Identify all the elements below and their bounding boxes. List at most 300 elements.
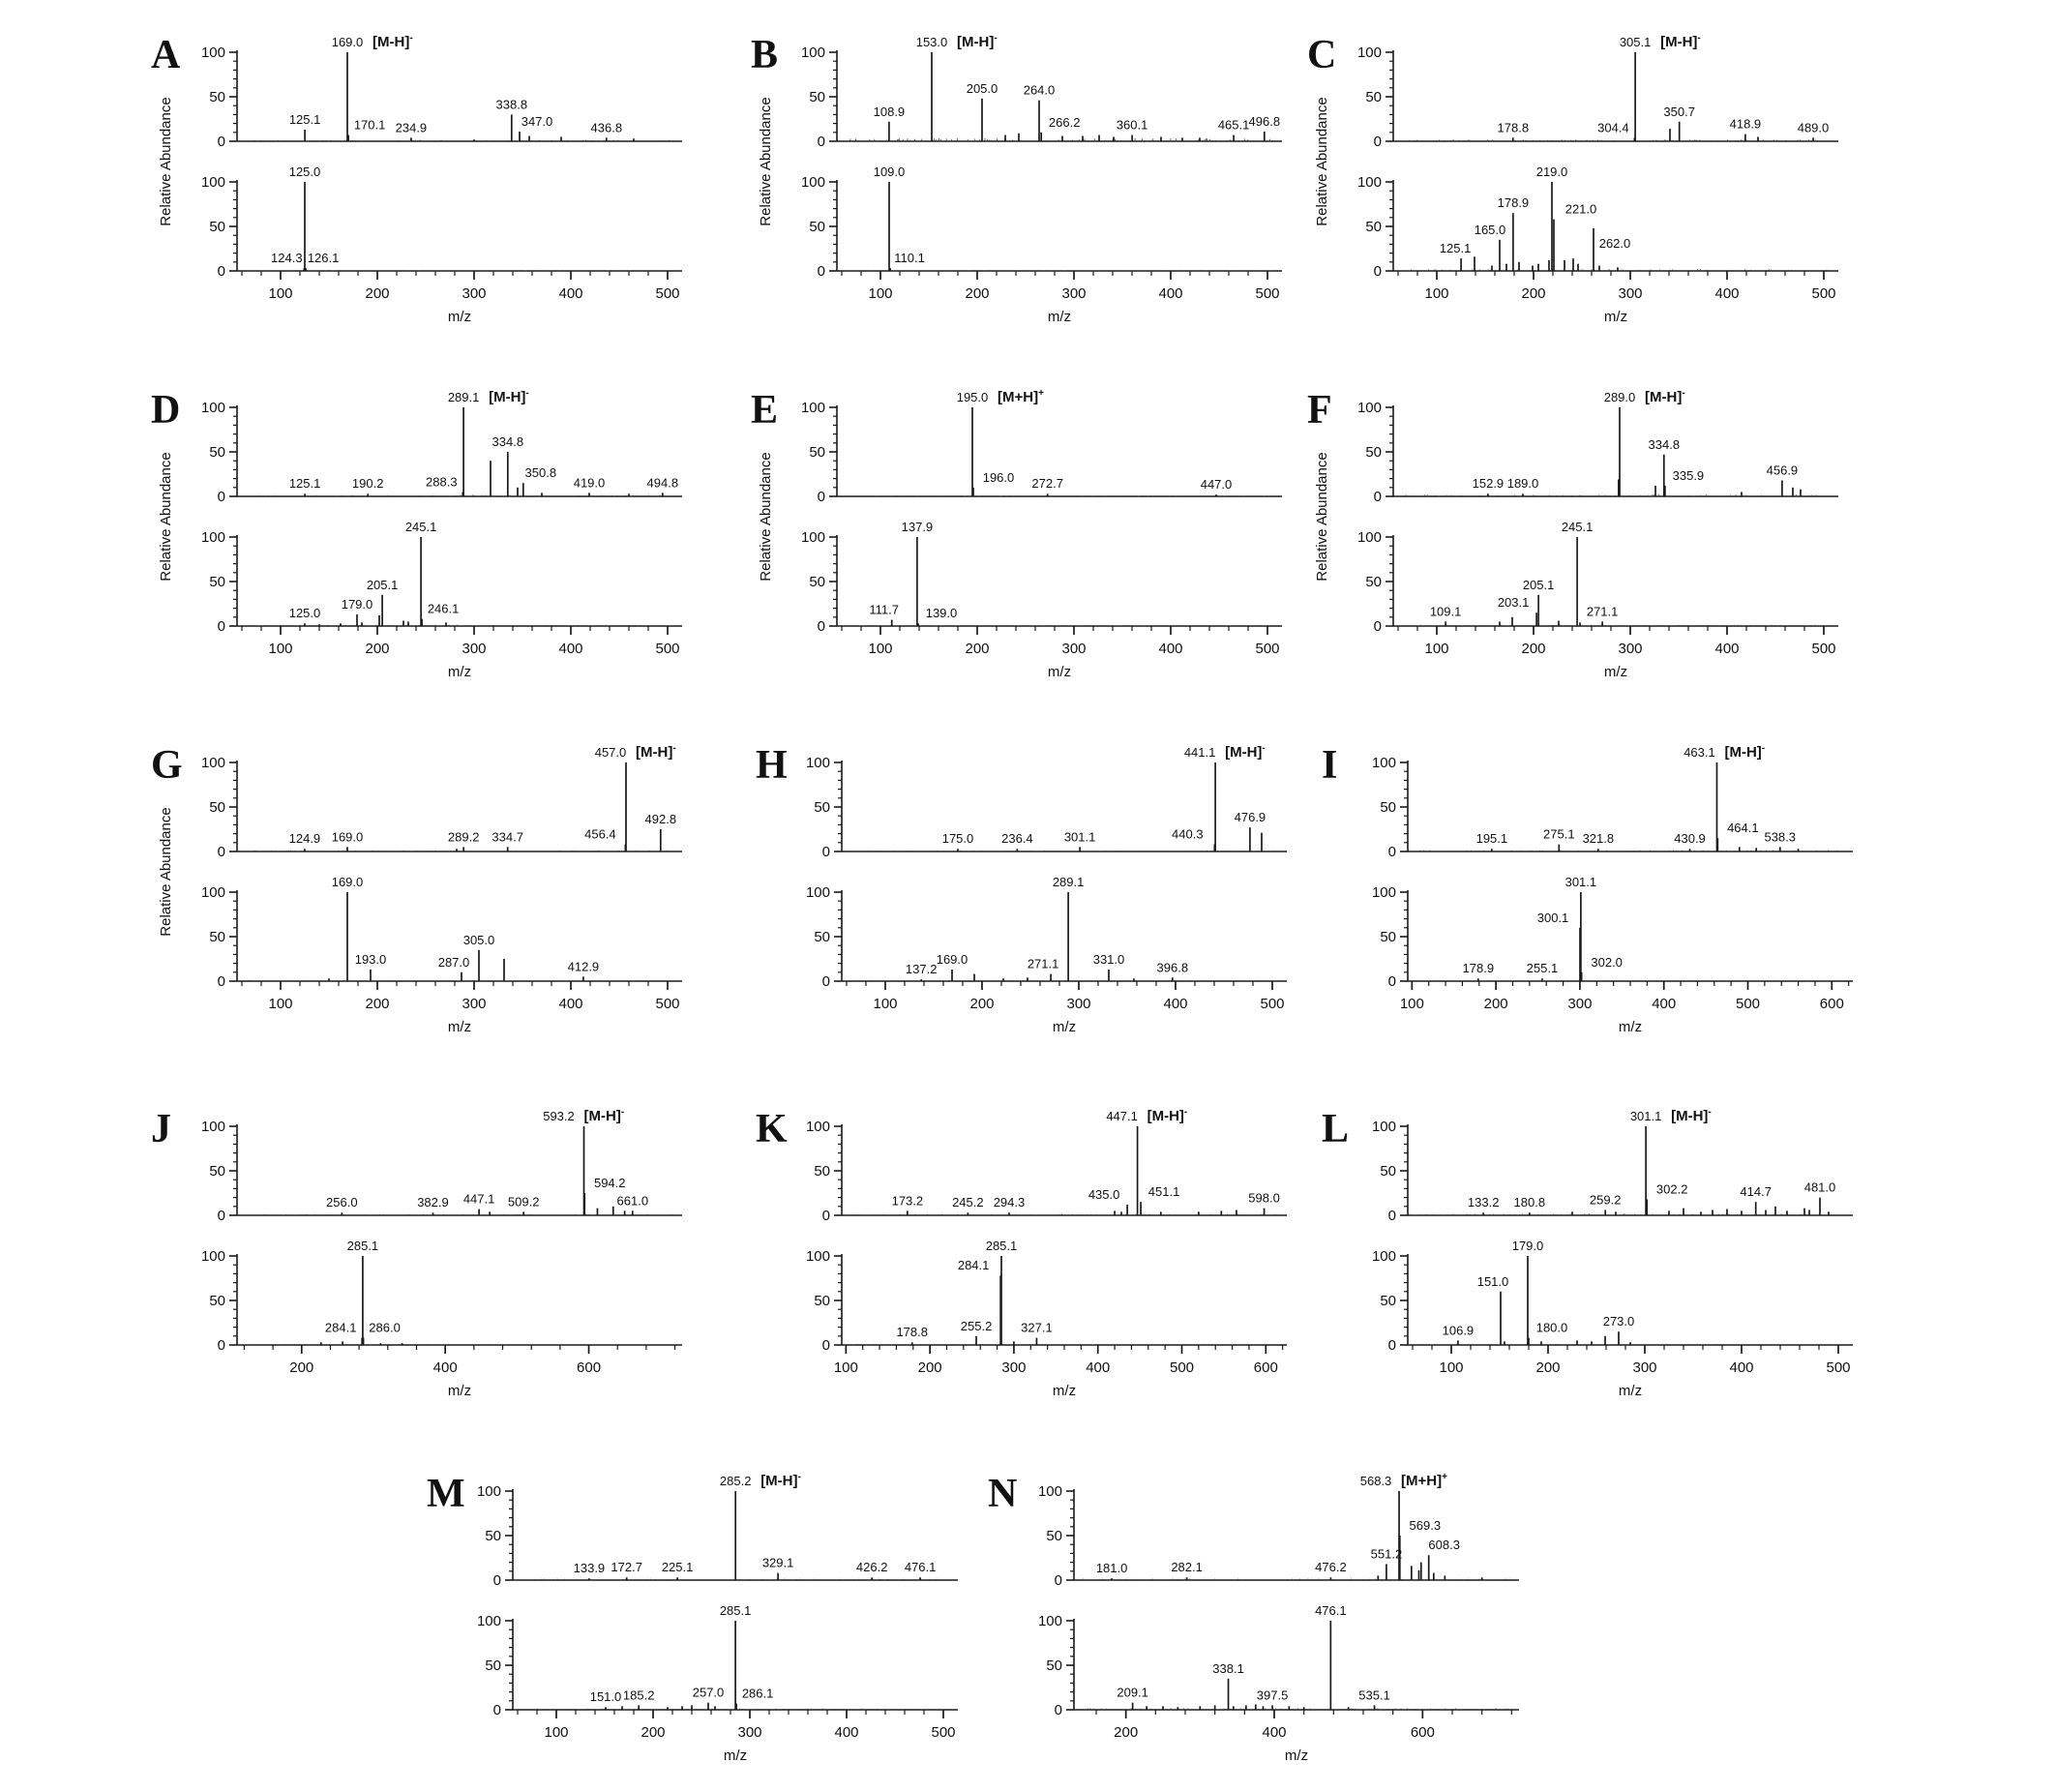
svg-text:137.9: 137.9	[901, 520, 934, 534]
spectrum-top	[1357, 388, 1838, 505]
svg-text:50: 50	[1046, 1658, 1062, 1674]
svg-text:193.0: 193.0	[354, 952, 387, 968]
svg-text:489.0: 489.0	[1797, 120, 1830, 135]
adduct-label: [M-H]-	[372, 33, 413, 50]
x-axis	[242, 271, 680, 325]
svg-text:0: 0	[821, 844, 830, 860]
spectrum-top	[1038, 1472, 1519, 1589]
svg-text:200: 200	[917, 1359, 942, 1376]
svg-text:494.8: 494.8	[646, 475, 679, 491]
svg-text:100: 100	[800, 529, 825, 546]
svg-text:0: 0	[1373, 489, 1382, 505]
panel-H	[750, 728, 1311, 1071]
panel-letter-K: K	[756, 1107, 788, 1151]
svg-text:396.8: 396.8	[1156, 960, 1189, 975]
svg-text:400: 400	[834, 1724, 859, 1741]
svg-text:301.1: 301.1	[1063, 829, 1096, 845]
svg-text:108.9: 108.9	[873, 104, 906, 119]
svg-text:50: 50	[1365, 219, 1382, 235]
x-axis-label: m/z	[1603, 664, 1628, 680]
svg-text:400: 400	[558, 641, 583, 657]
y-axis-label: Relative Abundance	[758, 452, 774, 582]
svg-text:334.8: 334.8	[492, 434, 524, 449]
svg-text:305.1: 305.1	[1619, 35, 1652, 49]
svg-text:200: 200	[1114, 1724, 1139, 1741]
svg-text:288.3: 288.3	[426, 474, 458, 490]
svg-text:170.1: 170.1	[353, 117, 386, 133]
svg-text:286.0: 286.0	[369, 1320, 401, 1335]
svg-text:302.2: 302.2	[1655, 1181, 1688, 1197]
svg-text:300: 300	[1001, 1359, 1027, 1376]
svg-text:400: 400	[1086, 1359, 1111, 1376]
svg-text:500: 500	[1255, 641, 1280, 657]
svg-text:300: 300	[1066, 996, 1091, 1012]
x-axis-label: m/z	[1052, 1019, 1077, 1035]
svg-text:125.0: 125.0	[288, 606, 321, 621]
svg-text:100: 100	[200, 174, 225, 191]
svg-text:50: 50	[209, 444, 225, 461]
svg-text:418.9: 418.9	[1729, 116, 1762, 132]
svg-text:100: 100	[200, 884, 225, 901]
svg-text:0: 0	[1387, 973, 1396, 990]
svg-text:661.0: 661.0	[616, 1193, 649, 1209]
svg-text:100: 100	[200, 45, 225, 61]
svg-text:300.1: 300.1	[1536, 910, 1569, 925]
y-axis-label: Relative Abundance	[758, 97, 774, 226]
panel-H-chart	[750, 728, 1311, 1066]
panel-K-chart	[750, 1091, 1311, 1430]
panel-letter-F: F	[1307, 388, 1332, 433]
svg-text:302.0: 302.0	[1591, 954, 1623, 970]
svg-text:464.1: 464.1	[1727, 821, 1759, 836]
svg-text:111.7: 111.7	[869, 602, 900, 617]
svg-text:300: 300	[462, 641, 487, 657]
svg-text:568.3: 568.3	[1359, 1474, 1392, 1488]
svg-text:426.2: 426.2	[855, 1560, 888, 1575]
svg-text:264.0: 264.0	[1023, 82, 1056, 98]
svg-text:124.3: 124.3	[271, 251, 303, 266]
svg-text:100: 100	[1356, 45, 1382, 61]
svg-text:50: 50	[485, 1658, 501, 1674]
svg-text:173.2: 173.2	[891, 1193, 924, 1209]
svg-text:289.2: 289.2	[447, 829, 480, 845]
svg-text:100: 100	[476, 1613, 501, 1629]
svg-text:272.7: 272.7	[1031, 476, 1063, 492]
svg-text:300: 300	[1567, 996, 1593, 1012]
spectrum-bottom	[201, 164, 682, 280]
panel-C-chart	[1301, 17, 1862, 356]
svg-text:50: 50	[814, 929, 830, 945]
svg-text:500: 500	[655, 996, 680, 1012]
svg-text:300: 300	[462, 285, 487, 302]
spectrum-top	[806, 743, 1287, 860]
svg-text:338.1: 338.1	[1212, 1660, 1244, 1676]
svg-text:179.0: 179.0	[1511, 1239, 1544, 1253]
svg-text:100: 100	[1371, 1248, 1396, 1265]
adduct-label: [M-H]-	[1660, 33, 1701, 50]
svg-text:0: 0	[817, 263, 825, 280]
panel-L	[1316, 1091, 1877, 1435]
svg-text:50: 50	[1380, 799, 1396, 816]
svg-text:301.1: 301.1	[1564, 875, 1597, 889]
x-axis-label: m/z	[1047, 664, 1072, 680]
svg-text:255.1: 255.1	[1526, 961, 1559, 976]
panel-A	[145, 17, 706, 361]
svg-text:0: 0	[821, 1208, 830, 1224]
svg-text:0: 0	[817, 489, 825, 505]
svg-text:400: 400	[1714, 285, 1740, 302]
svg-text:300: 300	[1632, 1359, 1657, 1376]
svg-text:500: 500	[1255, 285, 1280, 302]
svg-text:50: 50	[814, 1163, 830, 1180]
adduct-label: [M-H]-	[636, 743, 676, 761]
svg-text:465.1: 465.1	[1217, 117, 1250, 133]
svg-text:153.0: 153.0	[915, 35, 948, 49]
svg-text:496.8: 496.8	[1248, 113, 1281, 129]
svg-text:400: 400	[558, 285, 583, 302]
svg-text:100: 100	[1371, 1119, 1396, 1135]
svg-text:285.1: 285.1	[719, 1603, 752, 1618]
svg-text:50: 50	[209, 1163, 225, 1180]
svg-text:200: 200	[641, 1724, 666, 1741]
svg-text:0: 0	[1373, 134, 1382, 150]
svg-text:0: 0	[1373, 618, 1382, 635]
svg-text:500: 500	[655, 285, 680, 302]
svg-text:110.1: 110.1	[894, 251, 925, 266]
panel-M-chart	[421, 1456, 982, 1792]
x-axis	[834, 1345, 1283, 1399]
x-axis	[244, 1345, 674, 1399]
svg-text:169.0: 169.0	[936, 952, 968, 968]
svg-text:100: 100	[1356, 400, 1382, 416]
svg-text:195.0: 195.0	[956, 390, 989, 404]
svg-text:451.1: 451.1	[1147, 1184, 1180, 1200]
panel-C	[1301, 17, 1862, 361]
svg-text:287.0: 287.0	[437, 954, 470, 970]
svg-text:172.7: 172.7	[611, 1560, 642, 1575]
svg-text:463.1: 463.1	[1684, 745, 1715, 760]
svg-text:50: 50	[1380, 929, 1396, 945]
svg-text:255.2: 255.2	[960, 1318, 993, 1333]
panel-F-chart	[1301, 373, 1862, 711]
svg-text:0: 0	[217, 489, 225, 505]
spectrum-bottom	[1357, 520, 1838, 635]
svg-text:335.9: 335.9	[1672, 467, 1705, 483]
svg-text:338.8: 338.8	[495, 97, 528, 112]
svg-text:400: 400	[1158, 641, 1183, 657]
svg-text:440.3: 440.3	[1172, 826, 1204, 842]
svg-text:300: 300	[462, 996, 487, 1012]
y-axis-label: Relative Abundance	[158, 452, 174, 582]
spectrum-top	[201, 33, 682, 150]
spectrum-top	[201, 743, 682, 860]
x-axis	[242, 626, 680, 680]
svg-text:126.1: 126.1	[307, 251, 340, 266]
svg-text:285.1: 285.1	[346, 1239, 379, 1253]
svg-text:245.1: 245.1	[1561, 520, 1594, 534]
svg-text:100: 100	[200, 529, 225, 546]
spectrum-bottom	[1357, 164, 1838, 280]
svg-text:100: 100	[805, 1248, 830, 1265]
svg-text:259.2: 259.2	[1589, 1192, 1622, 1208]
spectrum-bottom	[806, 1239, 1287, 1354]
svg-text:152.9: 152.9	[1472, 476, 1505, 492]
svg-text:175.0: 175.0	[941, 831, 974, 847]
svg-text:50: 50	[209, 219, 225, 235]
svg-text:133.2: 133.2	[1467, 1195, 1500, 1210]
panel-letter-M: M	[427, 1472, 465, 1516]
svg-text:347.0: 347.0	[521, 113, 553, 129]
svg-text:593.2: 593.2	[543, 1109, 575, 1123]
svg-text:400: 400	[1714, 641, 1740, 657]
x-axis-label: m/z	[1284, 1747, 1309, 1764]
svg-text:100: 100	[868, 641, 893, 657]
svg-text:600: 600	[1819, 996, 1844, 1012]
svg-text:0: 0	[217, 973, 225, 990]
svg-text:200: 200	[1521, 285, 1546, 302]
svg-text:50: 50	[209, 929, 225, 945]
panel-letter-H: H	[756, 743, 788, 788]
panel-I	[1316, 728, 1877, 1071]
svg-text:151.0: 151.0	[1476, 1273, 1509, 1289]
svg-text:169.0: 169.0	[331, 35, 364, 49]
panel-D	[145, 373, 706, 716]
svg-text:350.8: 350.8	[524, 465, 557, 481]
x-axis	[1398, 271, 1836, 325]
svg-text:0: 0	[821, 1337, 830, 1354]
svg-text:125.1: 125.1	[288, 112, 321, 128]
svg-text:284.1: 284.1	[957, 1258, 990, 1273]
svg-text:275.1: 275.1	[1543, 826, 1575, 842]
svg-text:100: 100	[1356, 529, 1382, 546]
svg-text:200: 200	[365, 996, 390, 1012]
svg-text:203.1: 203.1	[1497, 595, 1530, 611]
svg-text:124.9: 124.9	[288, 831, 321, 847]
adduct-label: [M-H]-	[1645, 388, 1685, 405]
svg-text:304.4: 304.4	[1597, 120, 1629, 135]
panel-N	[982, 1456, 1543, 1792]
svg-text:50: 50	[209, 89, 225, 105]
svg-text:236.4: 236.4	[1001, 831, 1033, 847]
svg-text:400: 400	[558, 996, 583, 1012]
svg-text:0: 0	[217, 263, 225, 280]
panel-I-chart	[1316, 728, 1877, 1066]
svg-text:50: 50	[485, 1528, 501, 1544]
svg-text:594.2: 594.2	[593, 1176, 626, 1190]
svg-text:0: 0	[817, 134, 825, 150]
panel-letter-A: A	[151, 33, 181, 77]
svg-text:305.0: 305.0	[462, 932, 495, 947]
svg-text:535.1: 535.1	[1358, 1687, 1390, 1703]
y-axis-label: Relative Abundance	[158, 807, 174, 937]
svg-text:100: 100	[800, 45, 825, 61]
svg-text:169.0: 169.0	[331, 829, 364, 845]
svg-text:245.2: 245.2	[952, 1195, 984, 1210]
adduct-label: [M-H]-	[1671, 1107, 1712, 1124]
svg-text:500: 500	[1169, 1359, 1195, 1376]
panel-E-chart	[745, 373, 1306, 711]
svg-text:151.0: 151.0	[589, 1689, 622, 1705]
svg-text:139.0: 139.0	[925, 606, 958, 621]
panel-letter-E: E	[751, 388, 779, 433]
svg-text:178.9: 178.9	[1497, 195, 1530, 211]
x-axis-label: m/z	[447, 1383, 472, 1399]
spectrum-bottom	[1372, 875, 1853, 990]
y-axis-label: Relative Abundance	[158, 97, 174, 226]
svg-text:500: 500	[931, 1724, 956, 1741]
svg-text:125.1: 125.1	[288, 476, 321, 492]
svg-text:165.0: 165.0	[1474, 222, 1506, 237]
svg-text:436.8: 436.8	[590, 120, 623, 135]
svg-text:100: 100	[200, 1248, 225, 1265]
svg-text:50: 50	[1380, 1293, 1396, 1309]
svg-text:100: 100	[1371, 884, 1396, 901]
svg-text:0: 0	[1054, 1572, 1062, 1589]
svg-text:50: 50	[1365, 89, 1382, 105]
svg-text:196.0: 196.0	[982, 469, 1015, 485]
svg-text:190.2: 190.2	[351, 476, 384, 492]
x-axis	[847, 981, 1285, 1035]
svg-text:300: 300	[1618, 641, 1643, 657]
svg-text:180.8: 180.8	[1513, 1195, 1546, 1210]
svg-text:400: 400	[1262, 1724, 1287, 1741]
svg-text:100: 100	[805, 1119, 830, 1135]
svg-text:500: 500	[1826, 1359, 1851, 1376]
x-axis	[1096, 1710, 1511, 1764]
svg-text:400: 400	[1652, 996, 1677, 1012]
svg-text:289.1: 289.1	[447, 390, 480, 404]
spectrum-top	[801, 33, 1282, 150]
svg-text:500: 500	[1735, 996, 1761, 1012]
svg-text:350.7: 350.7	[1663, 104, 1695, 119]
svg-text:221.0: 221.0	[1564, 201, 1597, 217]
svg-text:294.3: 294.3	[993, 1195, 1026, 1210]
svg-text:321.8: 321.8	[1582, 831, 1615, 847]
spectrum-top	[806, 1107, 1287, 1224]
svg-text:100: 100	[1399, 996, 1424, 1012]
svg-text:50: 50	[809, 89, 825, 105]
svg-text:500: 500	[1811, 285, 1836, 302]
panel-letter-D: D	[151, 388, 181, 433]
svg-text:334.8: 334.8	[1648, 436, 1681, 452]
svg-text:209.1: 209.1	[1117, 1685, 1148, 1700]
svg-text:219.0: 219.0	[1535, 164, 1568, 179]
svg-text:476.2: 476.2	[1315, 1560, 1347, 1575]
svg-text:109.1: 109.1	[1429, 604, 1462, 619]
panel-G	[145, 728, 706, 1071]
svg-text:100: 100	[1371, 755, 1396, 771]
svg-text:178.8: 178.8	[896, 1325, 929, 1340]
svg-text:0: 0	[217, 1337, 225, 1354]
svg-text:492.8: 492.8	[644, 812, 677, 826]
svg-text:608.3: 608.3	[1428, 1538, 1460, 1553]
svg-text:0: 0	[217, 134, 225, 150]
svg-text:300: 300	[1061, 285, 1087, 302]
svg-text:441.1: 441.1	[1183, 745, 1216, 760]
x-axis-label: m/z	[1047, 309, 1072, 325]
panel-D-chart	[145, 373, 706, 711]
svg-text:125.0: 125.0	[288, 164, 321, 179]
svg-text:100: 100	[1424, 641, 1449, 657]
svg-text:271.1: 271.1	[1586, 604, 1619, 619]
spectrum-bottom	[806, 875, 1287, 990]
x-axis-label: m/z	[447, 309, 472, 325]
svg-text:331.0: 331.0	[1092, 952, 1125, 968]
panel-letter-L: L	[1322, 1107, 1350, 1151]
x-axis-label: m/z	[1618, 1383, 1643, 1399]
svg-text:0: 0	[817, 618, 825, 635]
panel-letter-C: C	[1307, 33, 1337, 77]
spectrum-bottom	[201, 1239, 682, 1354]
svg-text:400: 400	[1163, 996, 1188, 1012]
x-axis	[1398, 626, 1836, 680]
svg-text:50: 50	[1365, 444, 1382, 461]
svg-text:100: 100	[873, 996, 898, 1012]
panel-letter-I: I	[1322, 743, 1338, 788]
svg-text:0: 0	[1387, 1337, 1396, 1354]
svg-text:195.1: 195.1	[1475, 831, 1508, 847]
svg-text:189.0: 189.0	[1506, 476, 1539, 492]
spectrum-top	[201, 388, 682, 505]
svg-text:598.0: 598.0	[1248, 1190, 1280, 1206]
svg-text:100: 100	[1037, 1613, 1062, 1629]
svg-text:300: 300	[1618, 285, 1643, 302]
svg-text:329.1: 329.1	[761, 1555, 794, 1570]
svg-text:0: 0	[1387, 844, 1396, 860]
svg-text:412.9: 412.9	[567, 959, 600, 974]
spectrum-top	[1372, 743, 1853, 860]
x-axis	[842, 626, 1280, 680]
svg-text:100: 100	[200, 400, 225, 416]
svg-text:419.0: 419.0	[573, 475, 606, 491]
svg-text:447.1: 447.1	[462, 1191, 495, 1207]
svg-text:600: 600	[1253, 1359, 1278, 1376]
svg-text:200: 200	[365, 285, 390, 302]
svg-text:100: 100	[544, 1724, 569, 1741]
svg-text:200: 200	[969, 996, 995, 1012]
svg-text:569.3: 569.3	[1409, 1518, 1442, 1533]
svg-text:100: 100	[1439, 1359, 1464, 1376]
panel-N-chart	[982, 1456, 1543, 1792]
svg-text:286.1: 286.1	[741, 1686, 774, 1701]
panel-A-chart	[145, 17, 706, 356]
panel-J-chart	[145, 1091, 706, 1430]
svg-text:273.0: 273.0	[1602, 1314, 1635, 1329]
svg-text:447.1: 447.1	[1106, 1109, 1138, 1123]
svg-text:284.1: 284.1	[324, 1320, 357, 1335]
panel-letter-G: G	[151, 743, 183, 788]
x-axis-label: m/z	[1052, 1383, 1077, 1399]
panel-J	[145, 1091, 706, 1435]
panel-M	[421, 1456, 982, 1792]
svg-text:200: 200	[965, 641, 990, 657]
svg-text:271.1: 271.1	[1027, 956, 1059, 971]
svg-text:481.0: 481.0	[1803, 1180, 1836, 1195]
spectrum-bottom	[801, 520, 1282, 635]
svg-text:301.1: 301.1	[1629, 1109, 1662, 1123]
svg-text:50: 50	[209, 799, 225, 816]
x-axis	[1413, 1345, 1851, 1399]
adduct-label: [M-H]-	[957, 33, 998, 50]
svg-text:169.0: 169.0	[331, 875, 364, 889]
svg-text:179.0: 179.0	[341, 597, 373, 612]
svg-text:100: 100	[268, 996, 293, 1012]
svg-text:285.1: 285.1	[985, 1239, 1018, 1253]
svg-text:100: 100	[200, 755, 225, 771]
svg-text:414.7: 414.7	[1740, 1184, 1772, 1200]
panel-E	[745, 373, 1306, 716]
svg-text:500: 500	[655, 641, 680, 657]
